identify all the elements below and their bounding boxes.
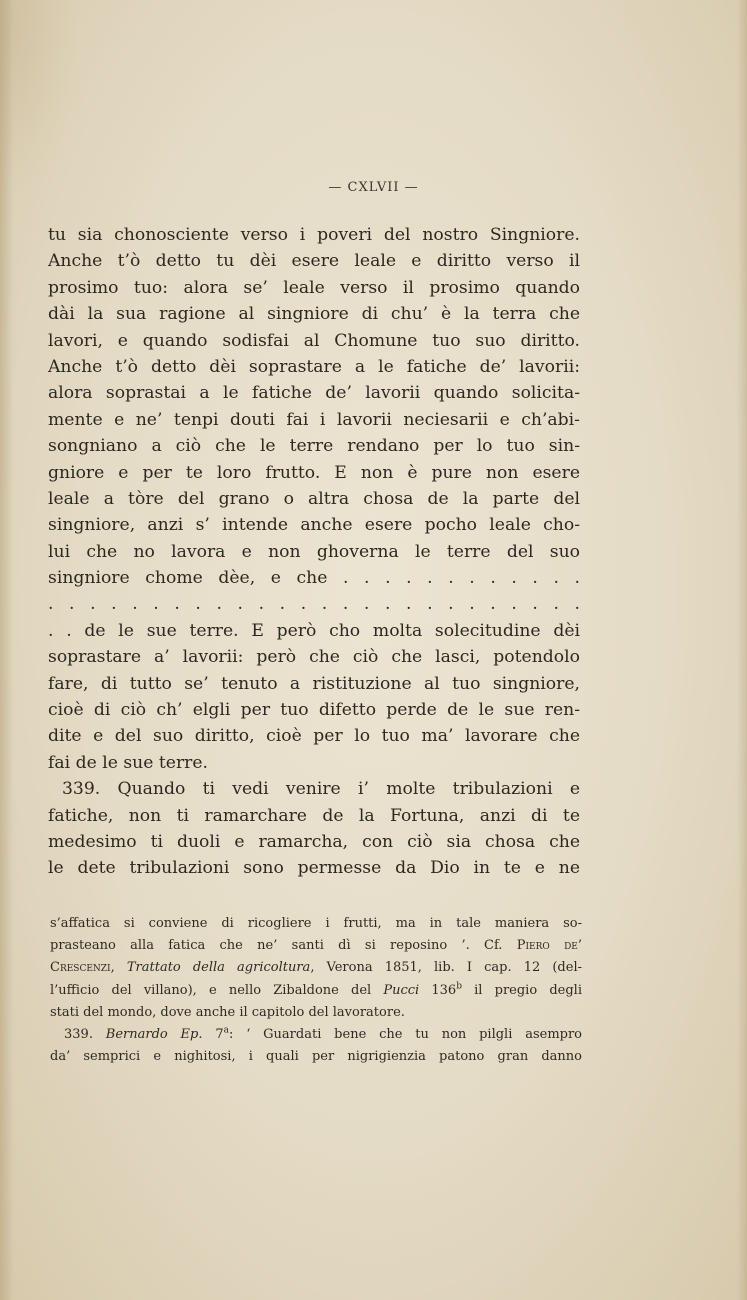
work-title: Bernardo Ep. [105,1026,203,1042]
text-line: Anche t’ò detto dèi soprastare a le fatiche de’ lavorii: [48,356,580,377]
footnote-line [50,1002,582,1024]
footnote-number: 339. [64,1026,106,1042]
text-line: mente e ne’ tenpi douti fai i lavorii neciesarii e ch’abi- [48,409,580,430]
paragraph-339-start: 339. Quando ti vedi venire i’ molte tribulazioni e [62,779,580,800]
work-title: Trattato della agricoltura [126,960,311,976]
text-line: . . de le sue terre. E però cho molta solecitudine dèi [48,620,580,641]
footnote-text: : ‘ Guardati bene che tu non pilgli asempro [229,1026,582,1042]
page-edge-left [0,0,14,1300]
text-line: singniore chome dèe, e che . . . . . . . . . . . . [48,568,580,589]
text-line: Anche t’ò detto tu dèi esere leale e diritto verso il [48,251,580,272]
footnote-line [50,935,582,957]
text-line: gniore e per te loro frutto. E non è pure non esere [48,462,580,483]
main-text [48,222,580,882]
author-name: Pucci [383,982,420,998]
footnote-text: , Verona 1851, lib. I cap. 12 (del- [310,960,582,976]
text-line: songniano a ciò che le terre rendano per lo tuo sin- [48,436,580,457]
footnote-text: prasteano alla fatica che ne’ santi dì si reposino ’. Cf. [50,938,517,954]
text-line: cioè di ciò ch’ elgli per tuo difetto perde de le sue ren- [48,700,580,721]
text-line: medesimo ti duoli e ramarcha, con ciò sia chosa che [48,831,580,852]
footnote-line [50,980,582,1002]
text-line: fatiche, non ti ramarchare de la Fortuna, anzi di te [48,805,580,826]
text-line: dài la sua ragione al singniore di chu’ è la terra che [48,304,580,325]
text-line: tu sia chonosciente verso i poveri del nostro Singniore. [48,225,580,245]
text-line: fare, di tutto se’ tenuto a ristituzione al tuo singniore, [48,673,580,694]
text-line: fai de le sue terre. [48,752,209,773]
footnote-line [50,957,582,979]
text-line: lavori, e quando sodisfai al Chomune tuo suo diritto. [48,330,580,351]
text-line: leale a tòre del grano o altra chosa de la parte del [48,488,580,509]
footnote-text: , [110,960,127,976]
author-name: Crescenzi [50,960,111,976]
superscript: b [456,981,462,992]
text-line: soprastare a’ lavorii: però che ciò che lasci, potendolo [48,647,580,668]
footnote-text: il pregio degli [461,982,582,998]
author-name: Piero de’ [516,938,582,954]
footnote-line [50,913,582,935]
footnote-text: stati del mondo, dove anche il capitolo del lavoratore. [50,1004,405,1020]
footnotes [50,913,582,1068]
footnote-text: l’ufficio del villano), e nello Zibaldone del [50,982,384,998]
footnote-text: s’affatica si conviene di ricogliere i frutti, ma in tale maniera so- [50,916,582,931]
footnote-line [50,1046,582,1068]
running-header: — CXLVII — [328,180,419,195]
text-line: singniore, anzi s’ intende anche esere pocho leale cho- [48,515,580,536]
superscript: a [223,1025,229,1036]
text-line: lui che no lavora e non ghoverna le terre del suo [48,541,580,562]
footnote-339 [50,1024,582,1046]
text-line: dite e del suo diritto, cioè per lo tuo ma’ lavorare che [48,726,580,747]
text-line: prosimo tuo: alora se’ leale verso il prosimo quando [48,277,580,298]
footnote-text: 136 [419,982,457,998]
text-line: le dete tribulazioni sono permesse da Dio in te e ne [48,858,580,879]
text-line: alora soprastai a le fatiche de’ lavorii quando solicita- [48,383,580,404]
page-edge-right [737,0,747,1300]
footnote-text: da’ semprici e nighitosi, i quali per nigrigienzia patono gran danno [50,1049,582,1065]
footnote-text: 7 [202,1026,224,1042]
lacuna-dots-line: . . . . . . . . . . . . . . . . . . . . . . . . . . [48,594,580,615]
